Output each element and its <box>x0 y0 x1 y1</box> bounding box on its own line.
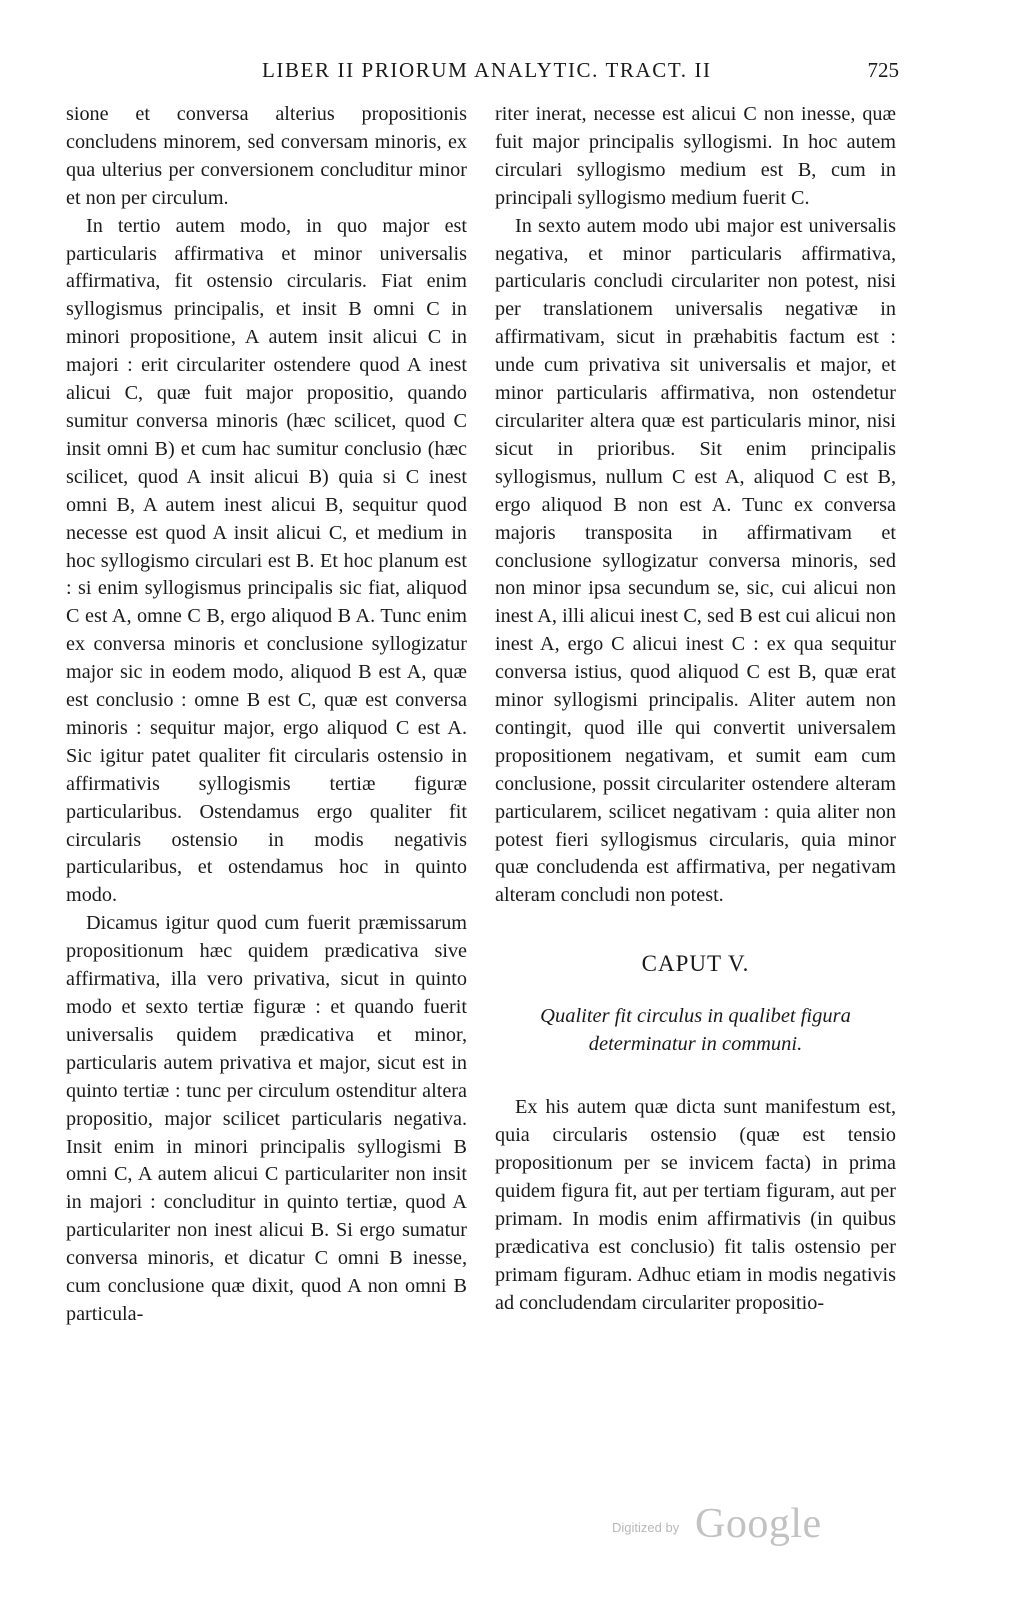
page-number: 725 <box>867 58 899 82</box>
paragraph: Dicamus igitur quod cum fuerit præmissarum propositionum hæc quidem prædicativa sive affirmativa, illa vero privativa, sicut in quinto modo et sexto tertiæ figuræ : et quando fuerit universalis quidem prædicativa et minor, particularis autem privativa et major, sicut est in quinto tertiæ : tunc per circulum ostenditur altera propositio, major scilicet particularis negativa. Insit enim in minori principalis syllogismi B omni C, A autem alicui C particulariter non insit in majori : concluditur in quinto tertiæ, quod A particulariter non inest alicui B. Si ergo sumatur conversa minoris, et dicatur C omni B inesse, cum conclusione quæ dixit, quod A non omni B particula- <box>66 912 467 1325</box>
google-logo: Google <box>695 1501 822 1547</box>
left-column <box>66 101 467 1329</box>
right-column <box>495 101 896 1317</box>
running-title: LIBER II PRIORUM ANALYTIC. TRACT. II <box>262 58 712 82</box>
paragraph: In sexto autem modo ubi major est universalis negativa, et minor particularis affirmativa, particularis concludi circulariter non potest, nisi per translationem universalis negativæ in affirmativam, sicut in præhabitis factum est : unde cum privativa sit universalis et major, et minor particularis affirmativa, non ostendetur circulariter altera quæ est particularis minor, nisi sicut in prioribus. Sit enim principalis syllogismus, nullum C est A, aliquod C est B, ergo aliquod B non est A. Tunc ex conversa majoris transposita in affirmativam et conclusione syllogizatur conversa minoris, sed non minor ipsa secundum se, sic, cui alicui non inest A, illi alicui inest C, sed B est cui alicui non inest A, ergo C alicui inest C : ex qua sequitur conversa istius, quod aliquod C est B, quæ erat minor syllogismi principalis. Aliter autem non contingit, quod ille qui convertit universalem propositionem negativam, et sumit eam cum conclusione, possit circulariter ostendere alteram particularem, scilicet negativam : quia aliter non potest fieri syllogismus circularis, quia minor quæ concludenda est affirmativa, per negativam alteram concludi non potest. <box>495 214 896 907</box>
paragraph: riter inerat, necesse est alicui C non inesse, quæ fuit major principalis syllogismi. In hoc autem circulari syllogismo medium est B, cum in principali syllogismo medium fuerit C. <box>495 103 896 209</box>
chapter-subtitle: Qualiter fit circulus in qualibet figura determinatur in communi. <box>540 1005 851 1056</box>
chapter-heading: CAPUT V. <box>641 951 750 977</box>
digitized-watermark <box>612 1500 842 1550</box>
paragraph: In tertio autem modo, in quo major est particularis affirmativa et minor universalis affirmativa, fit ostensio circularis. Fiat enim syllogismus principalis, et insit B omni C in minori propositione, A autem insit alicui C in majori : erit circulariter ostendere quod A inest alicui C, quæ fuit major propositio, quando sumitur conversa minoris (hæc scilicet, quod C insit omni B) et cum hac sumitur conclusio (hæc scilicet, quod A insit alicui B) quia si C inest omni B, A autem inest alicui B, sequitur quod necesse est quod A insit alicui C, et medium in hoc syllogismo circulari est B. Et hoc planum est : si enim syllogismus principalis sic fiat, aliquod C est A, omne C B, ergo aliquod B A. Tunc enim ex conversa minoris et conclusione syllogizatur major sic in eodem modo, aliquod B est A, quæ est conclusio : omne B est C, quæ est conversa minoris : sequitur major, ergo aliquod C est A. Sic igitur patet qualiter fit circularis ostensio in affirmativis syllogismis tertiæ figuræ particularibus. Ostendamus ergo qualiter fit circularis ostensio in modis negativis particularibus, et ostendamus hoc in quinto modo. <box>66 214 467 907</box>
paragraph: Ex his autem quæ dicta sunt manifestum est, quia circularis ostensio (quæ est tensio propositionum per se invicem facta) in prima quidem figura fit, aut per tertiam figuram, aut per primam. In modis enim affirmativis (in quibus prædicativa est conclusio) fit talis ostensio per primam figuram. Adhuc etiam in modis negativis ad concludendam circulariter propositio- <box>495 1096 896 1314</box>
page-header <box>66 58 899 90</box>
digitized-by-label: Digitized by <box>612 1520 680 1535</box>
paragraph: sione et conversa alterius propositionis concludens minorem, sed conversam minoris, ex qua ulterius per conversionem concluditur minor et non per circulum. <box>66 103 467 209</box>
